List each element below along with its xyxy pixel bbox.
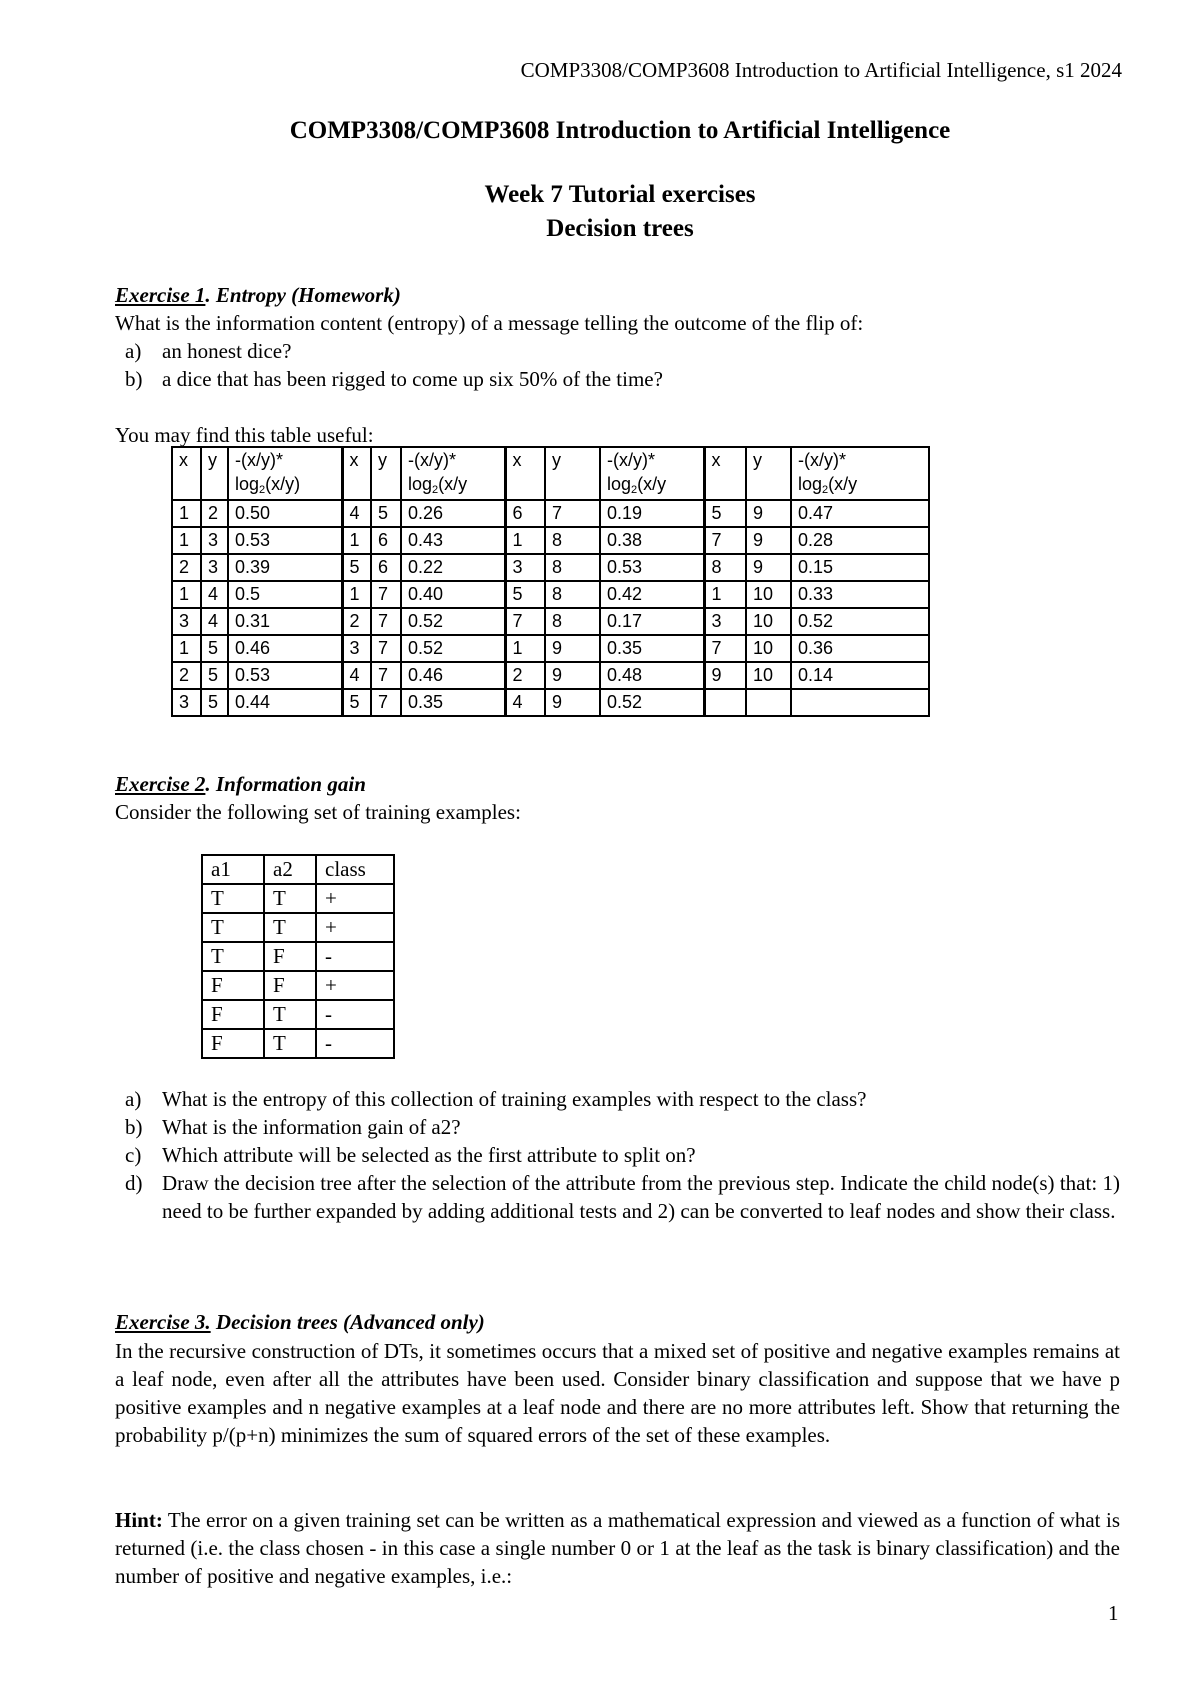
table-cell: 5 bbox=[342, 554, 371, 581]
table-cell: 3 bbox=[342, 635, 371, 662]
table-cell: 9 bbox=[545, 635, 600, 662]
exercise1-item-list bbox=[125, 337, 663, 393]
table-cell: 7 bbox=[545, 500, 600, 527]
table-row bbox=[202, 1029, 394, 1058]
table-cell: 0.38 bbox=[600, 527, 704, 554]
table-cell: 3 bbox=[172, 608, 201, 635]
table-cell bbox=[704, 689, 746, 716]
table-cell: 0.19 bbox=[600, 500, 704, 527]
table-cell: 9 bbox=[746, 527, 791, 554]
exercise3-title: Decision trees (Advanced only) bbox=[210, 1310, 485, 1334]
item-text: What is the entropy of this collection of training examples with respect to the class? bbox=[162, 1087, 867, 1111]
table-cell: 6 bbox=[371, 527, 401, 554]
list-item bbox=[125, 1113, 1120, 1141]
exercise2-heading bbox=[115, 772, 366, 797]
table-row bbox=[202, 913, 394, 942]
running-header: COMP3308/COMP3608 Introduction to Artificial Intelligence, s1 2024 bbox=[520, 58, 1122, 82]
table-cell: 0.53 bbox=[228, 662, 342, 689]
training-header-row bbox=[202, 855, 394, 884]
table-cell: 10 bbox=[746, 608, 791, 635]
table-cell: 1 bbox=[172, 500, 201, 527]
week-title: Week 7 Tutorial exercises bbox=[484, 181, 756, 208]
list-item bbox=[125, 365, 663, 393]
table-cell: 0.52 bbox=[401, 608, 505, 635]
item-label: a) bbox=[125, 1087, 142, 1111]
table-cell: 3 bbox=[505, 554, 545, 581]
table-cell: 0.50 bbox=[228, 500, 342, 527]
table-row bbox=[172, 581, 929, 608]
table-cell: 7 bbox=[704, 527, 746, 554]
table-cell: 10 bbox=[746, 662, 791, 689]
column-header-y: y bbox=[201, 447, 228, 500]
table-cell: 5 bbox=[371, 500, 401, 527]
table-cell: 0.15 bbox=[791, 554, 929, 581]
table-cell: 0.53 bbox=[600, 554, 704, 581]
table-cell: 3 bbox=[201, 527, 228, 554]
table-cell: + bbox=[316, 913, 394, 942]
table-cell: 0.33 bbox=[791, 581, 929, 608]
table-cell: 0.35 bbox=[401, 689, 505, 716]
table-cell: 0.22 bbox=[401, 554, 505, 581]
table-cell: 2 bbox=[172, 662, 201, 689]
topic-title: Decision trees bbox=[546, 215, 694, 242]
table-cell: 6 bbox=[371, 554, 401, 581]
item-text: a dice that has been rigged to come up six 50% of the time? bbox=[162, 367, 663, 391]
column-header-y: y bbox=[371, 447, 401, 500]
table-cell: 8 bbox=[704, 554, 746, 581]
column-header-y: y bbox=[746, 447, 791, 500]
table-cell: 2 bbox=[505, 662, 545, 689]
table-cell: 2 bbox=[172, 554, 201, 581]
table-cell: 6 bbox=[505, 500, 545, 527]
list-item bbox=[125, 1085, 1120, 1113]
table-row bbox=[202, 884, 394, 913]
table-cell: 1 bbox=[704, 581, 746, 608]
item-text: an honest dice? bbox=[162, 339, 292, 363]
exercise1-question: What is the information content (entropy) of a message telling the outcome of the flip of: bbox=[115, 311, 864, 335]
item-label: d) bbox=[125, 1171, 143, 1195]
column-header-entropy: -(x/y)* $\log_2(x/y$ bbox=[791, 447, 929, 500]
table-cell: 2 bbox=[342, 608, 371, 635]
table-cell: 8 bbox=[545, 581, 600, 608]
table-cell: 10 bbox=[746, 581, 791, 608]
table-cell: 4 bbox=[505, 689, 545, 716]
table-cell: 7 bbox=[505, 608, 545, 635]
table-cell: 3 bbox=[201, 554, 228, 581]
table-cell: 0.40 bbox=[401, 581, 505, 608]
exercise3-body: In the recursive construction of DTs, it sometimes occurs that a mixed set of positive and negative examples remains at a leaf node, even after all the attributes have been used. Consider binary classification and suppose that we have p positive examples and n negative examples at a leaf node and there are no more attributes left. Show that returning the probability p/(p+n) minimizes the sum of squared errors of the set of these examples. bbox=[115, 1339, 1120, 1447]
exercise1-label: Exercise 1 bbox=[115, 283, 206, 307]
table-cell bbox=[746, 689, 791, 716]
table-cell: T bbox=[264, 913, 316, 942]
hint-text: The error on a given training set can be written as a mathematical expression and viewed as a function of what is returned (i.e. the class chosen - in this case a single number 0 or 1 at the leaf as the task is binary classification) and the number of positive and negative examples, i.e.: bbox=[115, 1508, 1120, 1588]
column-header-y: y bbox=[545, 447, 600, 500]
table-cell: - bbox=[316, 1000, 394, 1029]
column-header-entropy: -(x/y)* $\log_2(x/y)$ bbox=[228, 447, 342, 500]
table-cell: 0.39 bbox=[228, 554, 342, 581]
column-header-x: x bbox=[172, 447, 201, 500]
table-cell: 5 bbox=[201, 662, 228, 689]
table-cell: 0.44 bbox=[228, 689, 342, 716]
table-row bbox=[202, 971, 394, 1000]
table-row bbox=[172, 608, 929, 635]
item-text: Draw the decision tree after the selection of the attribute from the previous step. Indicate the child node(s) that: 1) need to be further expanded by adding additional tests and 2) can be converted to leaf nodes and show their class. bbox=[162, 1171, 1120, 1223]
table-cell: 0.14 bbox=[791, 662, 929, 689]
table-cell: T bbox=[202, 913, 264, 942]
table-cell bbox=[791, 689, 929, 716]
table-cell: 0.52 bbox=[600, 689, 704, 716]
table-row bbox=[172, 527, 929, 554]
table-cell: 3 bbox=[172, 689, 201, 716]
column-header-x: x bbox=[505, 447, 545, 500]
table-cell: 5 bbox=[342, 689, 371, 716]
column-header: a1 bbox=[202, 855, 264, 884]
table-cell: 0.52 bbox=[401, 635, 505, 662]
table-cell: + bbox=[316, 884, 394, 913]
table-cell: 7 bbox=[371, 635, 401, 662]
table-cell: 8 bbox=[545, 608, 600, 635]
table-cell: 0.42 bbox=[600, 581, 704, 608]
table-cell: 0.43 bbox=[401, 527, 505, 554]
column-header-x: x bbox=[704, 447, 746, 500]
table-cell: 1 bbox=[172, 527, 201, 554]
list-item bbox=[125, 337, 663, 365]
table-cell: 0.28 bbox=[791, 527, 929, 554]
table-cell: 0.17 bbox=[600, 608, 704, 635]
table-row bbox=[172, 635, 929, 662]
table-cell: 9 bbox=[545, 662, 600, 689]
table-cell: 9 bbox=[704, 662, 746, 689]
table-cell: F bbox=[202, 971, 264, 1000]
list-item bbox=[125, 1141, 1120, 1169]
item-text: What is the information gain of a2? bbox=[162, 1115, 461, 1139]
table-cell: 0.52 bbox=[791, 608, 929, 635]
table-cell: F bbox=[264, 971, 316, 1000]
column-header: class bbox=[316, 855, 394, 884]
column-header-x: x bbox=[342, 447, 371, 500]
table-cell: 0.26 bbox=[401, 500, 505, 527]
table-row bbox=[172, 662, 929, 689]
table-cell: 0.36 bbox=[791, 635, 929, 662]
table-cell: T bbox=[264, 1000, 316, 1029]
table-cell: 4 bbox=[201, 581, 228, 608]
entropy-table bbox=[171, 446, 930, 717]
exercise3-hint bbox=[115, 1506, 1120, 1590]
entropy-header-row bbox=[172, 447, 929, 500]
table-cell: 10 bbox=[746, 635, 791, 662]
item-label: a) bbox=[125, 339, 142, 363]
table-cell: 1 bbox=[342, 527, 371, 554]
table-cell: 5 bbox=[201, 635, 228, 662]
table-cell: 0.46 bbox=[401, 662, 505, 689]
table-cell: 5 bbox=[704, 500, 746, 527]
hint-label: Hint: bbox=[115, 1508, 163, 1532]
table-cell: 7 bbox=[371, 689, 401, 716]
table-cell: 5 bbox=[505, 581, 545, 608]
exercise2-title: . Information gain bbox=[205, 772, 366, 796]
table-cell: 0.53 bbox=[228, 527, 342, 554]
table-cell: T bbox=[202, 942, 264, 971]
table-cell: 1 bbox=[172, 635, 201, 662]
table-intro: You may find this table useful: bbox=[115, 423, 374, 447]
column-header-entropy: -(x/y)* $\log_2(x/y$ bbox=[401, 447, 505, 500]
exercise2-intro: Consider the following set of training examples: bbox=[115, 800, 521, 824]
list-item bbox=[125, 1169, 1120, 1225]
table-cell: 0.35 bbox=[600, 635, 704, 662]
table-cell: + bbox=[316, 971, 394, 1000]
table-cell: 1 bbox=[505, 635, 545, 662]
table-cell: F bbox=[202, 1029, 264, 1058]
table-cell: 8 bbox=[545, 527, 600, 554]
column-header-entropy: -(x/y)* $\log_2(x/y$ bbox=[600, 447, 704, 500]
table-cell: 1 bbox=[342, 581, 371, 608]
table-cell: 9 bbox=[746, 500, 791, 527]
table-cell: F bbox=[264, 942, 316, 971]
exercise3-label: Exercise 3. bbox=[115, 1310, 211, 1334]
exercise1-heading bbox=[115, 283, 401, 308]
table-cell: 1 bbox=[172, 581, 201, 608]
table-cell: 0.31 bbox=[228, 608, 342, 635]
table-row bbox=[172, 500, 929, 527]
item-label: b) bbox=[125, 1115, 143, 1139]
exercise1-title: . Entropy (Homework) bbox=[205, 283, 401, 307]
table-cell: F bbox=[202, 1000, 264, 1029]
table-cell: 3 bbox=[704, 608, 746, 635]
table-cell: 7 bbox=[371, 662, 401, 689]
table-cell: 4 bbox=[201, 608, 228, 635]
item-text: Which attribute will be selected as the first attribute to split on? bbox=[162, 1143, 696, 1167]
exercise2-label: Exercise 2 bbox=[115, 772, 206, 796]
item-label: c) bbox=[125, 1143, 142, 1167]
table-cell: T bbox=[264, 884, 316, 913]
table-row bbox=[172, 554, 929, 581]
table-cell: 7 bbox=[704, 635, 746, 662]
table-cell: - bbox=[316, 942, 394, 971]
table-cell: 5 bbox=[201, 689, 228, 716]
table-cell: - bbox=[316, 1029, 394, 1058]
table-row bbox=[202, 942, 394, 971]
table-row bbox=[172, 689, 929, 716]
training-examples-table bbox=[201, 854, 395, 1059]
page-number: 1 bbox=[1108, 1601, 1119, 1625]
table-cell: T bbox=[202, 884, 264, 913]
exercise2-question-list bbox=[125, 1085, 1120, 1225]
table-cell: 1 bbox=[505, 527, 545, 554]
table-cell: 2 bbox=[201, 500, 228, 527]
table-cell: 0.47 bbox=[791, 500, 929, 527]
table-cell: 9 bbox=[746, 554, 791, 581]
table-cell: 0.46 bbox=[228, 635, 342, 662]
table-cell: 4 bbox=[342, 662, 371, 689]
table-cell: 8 bbox=[545, 554, 600, 581]
table-cell: 7 bbox=[371, 581, 401, 608]
table-cell: 0.5 bbox=[228, 581, 342, 608]
course-title: COMP3308/COMP3608 Introduction to Artificial Intelligence bbox=[289, 117, 951, 144]
table-cell: 0.48 bbox=[600, 662, 704, 689]
table-row bbox=[202, 1000, 394, 1029]
table-cell: 7 bbox=[371, 608, 401, 635]
item-label: b) bbox=[125, 367, 143, 391]
table-cell: 4 bbox=[342, 500, 371, 527]
exercise3-heading bbox=[115, 1310, 485, 1335]
table-cell: 9 bbox=[545, 689, 600, 716]
column-header: a2 bbox=[264, 855, 316, 884]
table-cell: T bbox=[264, 1029, 316, 1058]
